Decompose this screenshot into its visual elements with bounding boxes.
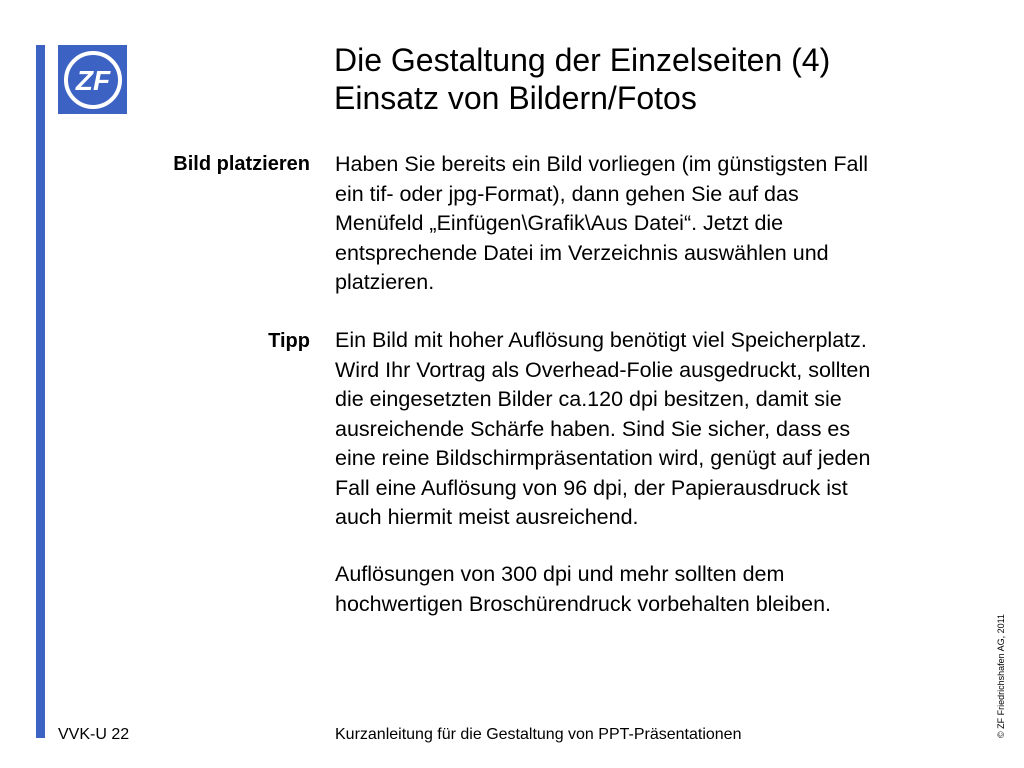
text-bild-platzieren bbox=[335, 150, 985, 298]
text-line: Haben Sie bereits ein Bild vorliegen (im günstigsten Fall bbox=[335, 152, 868, 176]
text-tipp bbox=[335, 326, 985, 533]
title-line-1: Die Gestaltung der Einzelseiten (4) bbox=[334, 42, 831, 78]
copyright-notice: © ZF Friedrichshafen AG, 2011 bbox=[996, 613, 1006, 738]
text-line: eine reine Bildschirmpräsentation wird, genügt auf jeden bbox=[335, 446, 871, 470]
text-line: Auflösungen von 300 dpi und mehr sollten dem bbox=[335, 562, 785, 586]
zf-logo-icon bbox=[58, 45, 127, 114]
text-line: Ein Bild mit hoher Auflösung benötigt viel Speicherplatz. bbox=[335, 328, 867, 352]
text-tipp-extra bbox=[335, 560, 985, 619]
zf-logo-graphic bbox=[62, 49, 124, 111]
text-line: hochwertigen Broschürendruck vorbehalten bleiben. bbox=[335, 591, 832, 616]
title-line-2: Einsatz von Bildern/Fotos bbox=[334, 80, 697, 116]
label-tipp: Tipp bbox=[268, 330, 310, 352]
text-line: ausreichende Schärfe haben. Sind Sie sicher, dass es bbox=[335, 416, 851, 441]
footer-subtitle: Kurzanleitung für die Gestaltung von PPT-Präsentationen bbox=[335, 726, 742, 743]
text-line: ein tif- oder jpg-Format), dann gehen Sie auf das bbox=[335, 181, 799, 206]
text-line: platzieren. bbox=[335, 270, 435, 294]
text-line: auch hiermit meist ausreichend. bbox=[335, 505, 639, 529]
text-line: die eingesetzten Bilder ca.120 dpi besitzen, damit sie bbox=[335, 387, 842, 411]
accent-bar bbox=[36, 45, 45, 738]
text-line: Menüfeld „Einfügen\Grafik\Aus Datei“. Jetzt die bbox=[335, 211, 784, 235]
page-title bbox=[334, 41, 984, 117]
text-line: Wird Ihr Vortrag als Overhead-Folie ausgedruckt, sollten bbox=[335, 357, 871, 382]
footer-page-number: VVK-U 22 bbox=[58, 726, 130, 743]
text-line: entsprechende Datei im Verzeichnis auswählen und bbox=[335, 240, 829, 265]
text-line: Fall eine Auflösung von 96 dpi, der Papierausdruck ist bbox=[335, 475, 848, 500]
label-bild-platzieren: Bild platzieren bbox=[173, 153, 310, 175]
logo-text: ZF bbox=[75, 64, 110, 96]
